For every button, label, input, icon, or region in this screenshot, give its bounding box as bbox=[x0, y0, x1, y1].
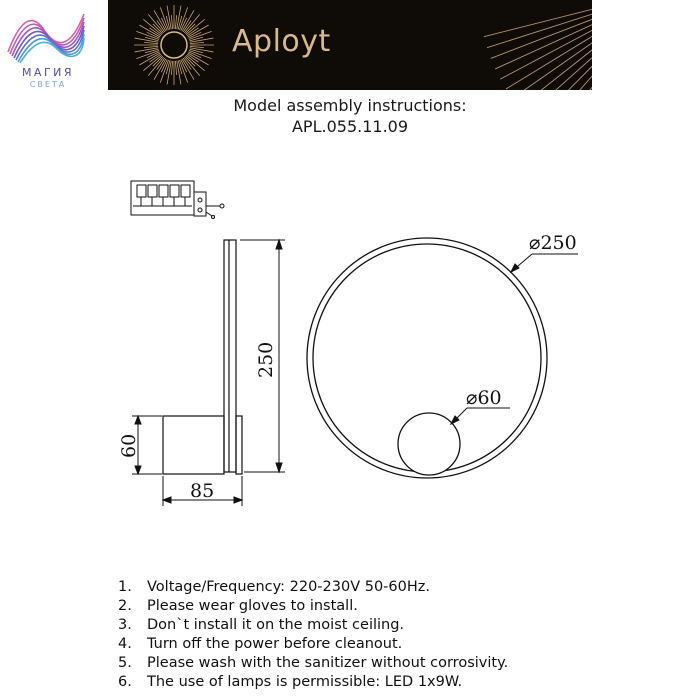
ball-diameter-label: ⌀60 bbox=[466, 387, 502, 409]
ring-front-view bbox=[307, 238, 547, 478]
ring-diameter-label: ⌀250 bbox=[529, 232, 577, 254]
base-height-dimension-label: 60 bbox=[118, 433, 140, 458]
logo-tagline: СВЕТА bbox=[29, 80, 67, 89]
list-item: 2. Please wear gloves to install. bbox=[118, 598, 358, 614]
brand-name: Aployt bbox=[232, 24, 331, 59]
instruction-notes bbox=[118, 578, 508, 692]
logo-name: МАГИЯ bbox=[21, 66, 75, 79]
wiring-diagram-icon bbox=[131, 181, 224, 219]
list-item: 4. Turn off the power before cleanout. bbox=[118, 636, 403, 652]
list-item: 5. Please wash with the sanitizer without corrosivity. bbox=[118, 655, 509, 671]
side-view-profile bbox=[163, 240, 242, 474]
list-item: 3. Don`t install it on the moist ceiling. bbox=[118, 617, 405, 633]
list-item: 1. Voltage/Frequency: 220-230V 50-60Hz. bbox=[118, 579, 430, 595]
depth-dimension-label: 85 bbox=[190, 480, 215, 502]
list-item: 6. The use of lamps is permissible: LED 1x9W. bbox=[118, 674, 463, 690]
height-dimension-label: 250 bbox=[255, 341, 277, 378]
page-title: Model assembly instructions: bbox=[233, 96, 467, 115]
model-number: APL.055.11.09 bbox=[291, 117, 409, 136]
ball-shade bbox=[398, 413, 460, 475]
